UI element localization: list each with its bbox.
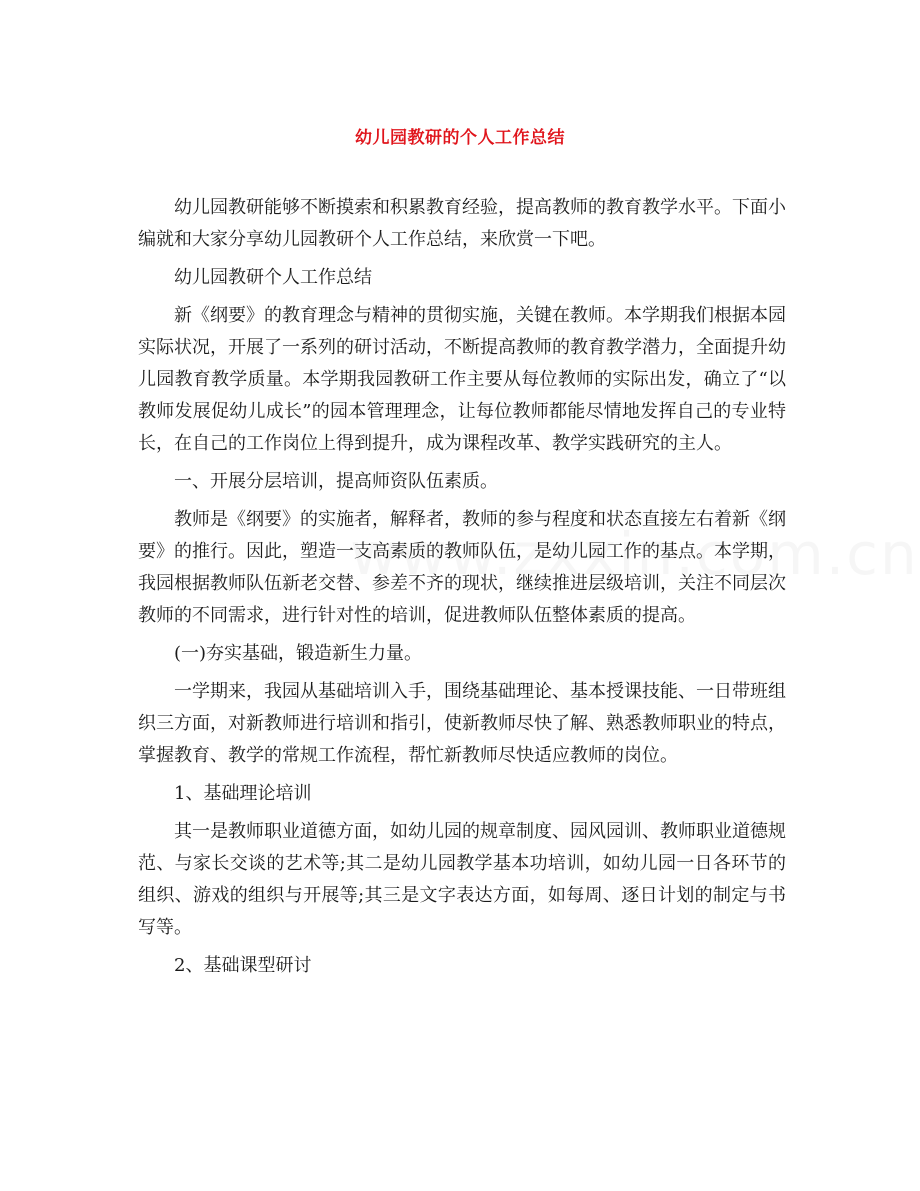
paragraph-subtitle: 幼儿园教研个人工作总结 (174, 267, 372, 288)
paragraph: 教师是《纲要》的实施者，解释者，教师的参与程度和状态直接左右着新《纲要》的推行。因此，塑造一支高素质的教师队伍，是幼儿园工作的基点。本学期，我园根据教师队伍新老交替、参差不齐的现状，继续推进层级培训，关注不同层次教师的不同需求，进行针对性的培训，促进教师队伍整体素质的提高。 (138, 509, 786, 626)
paragraph: 其一是教师职业道德方面，如幼儿园的规章制度、园风园训、教师职业道德规范、与家长交谈的艺术等;其二是幼儿园教学基本功培训，如幼儿园一日各环节的组织、游戏的组织与开展等;其三是文字表达方面，如每周、逐日计划的制定与书写等。 (138, 821, 786, 938)
paragraph: 新《纲要》的教育理念与精神的贯彻实施，关键在教师。本学期我们根据本园实际状况，开展了一系列的研讨活动，不断提高教师的教育教学潜力，全面提升幼儿园教育教学质量。本学期我园教研工作主要从每位教师的实际出发，确立了“以教师发展促幼儿成长”的园本管理理念，让每位教师都能尽情地发挥自己的专业特长，在自己的工作岗位上得到提升，成为课程改革、教学实践研究的主人。 (138, 305, 786, 454)
list-heading: 2、基础课型研讨 (174, 955, 312, 976)
document-body (138, 192, 786, 988)
document-title: 幼儿园教研的个人工作总结 (355, 128, 565, 148)
subsection-heading: (一)夯实基础，锻造新生力量。 (174, 643, 423, 664)
list-heading: 1、基础理论培训 (174, 783, 312, 804)
paragraph: 一学期来，我园从基础培训入手，围绕基础理论、基本授课技能、一日带班组织三方面，对新教师进行培训和指引，使新教师尽快了解、熟悉教师职业的特点，掌握教育、教学的常规工作流程，帮忙新教师尽快适应教师的岗位。 (138, 681, 786, 766)
paragraph-intro: 幼儿园教研能够不断摸索和积累教育经验，提高教师的教育教学水平。下面小编就和大家分享幼儿园教研个人工作总结，来欣赏一下吧。 (138, 197, 786, 250)
section-heading: 一、开展分层培训，提高师资队伍素质。 (174, 471, 498, 492)
